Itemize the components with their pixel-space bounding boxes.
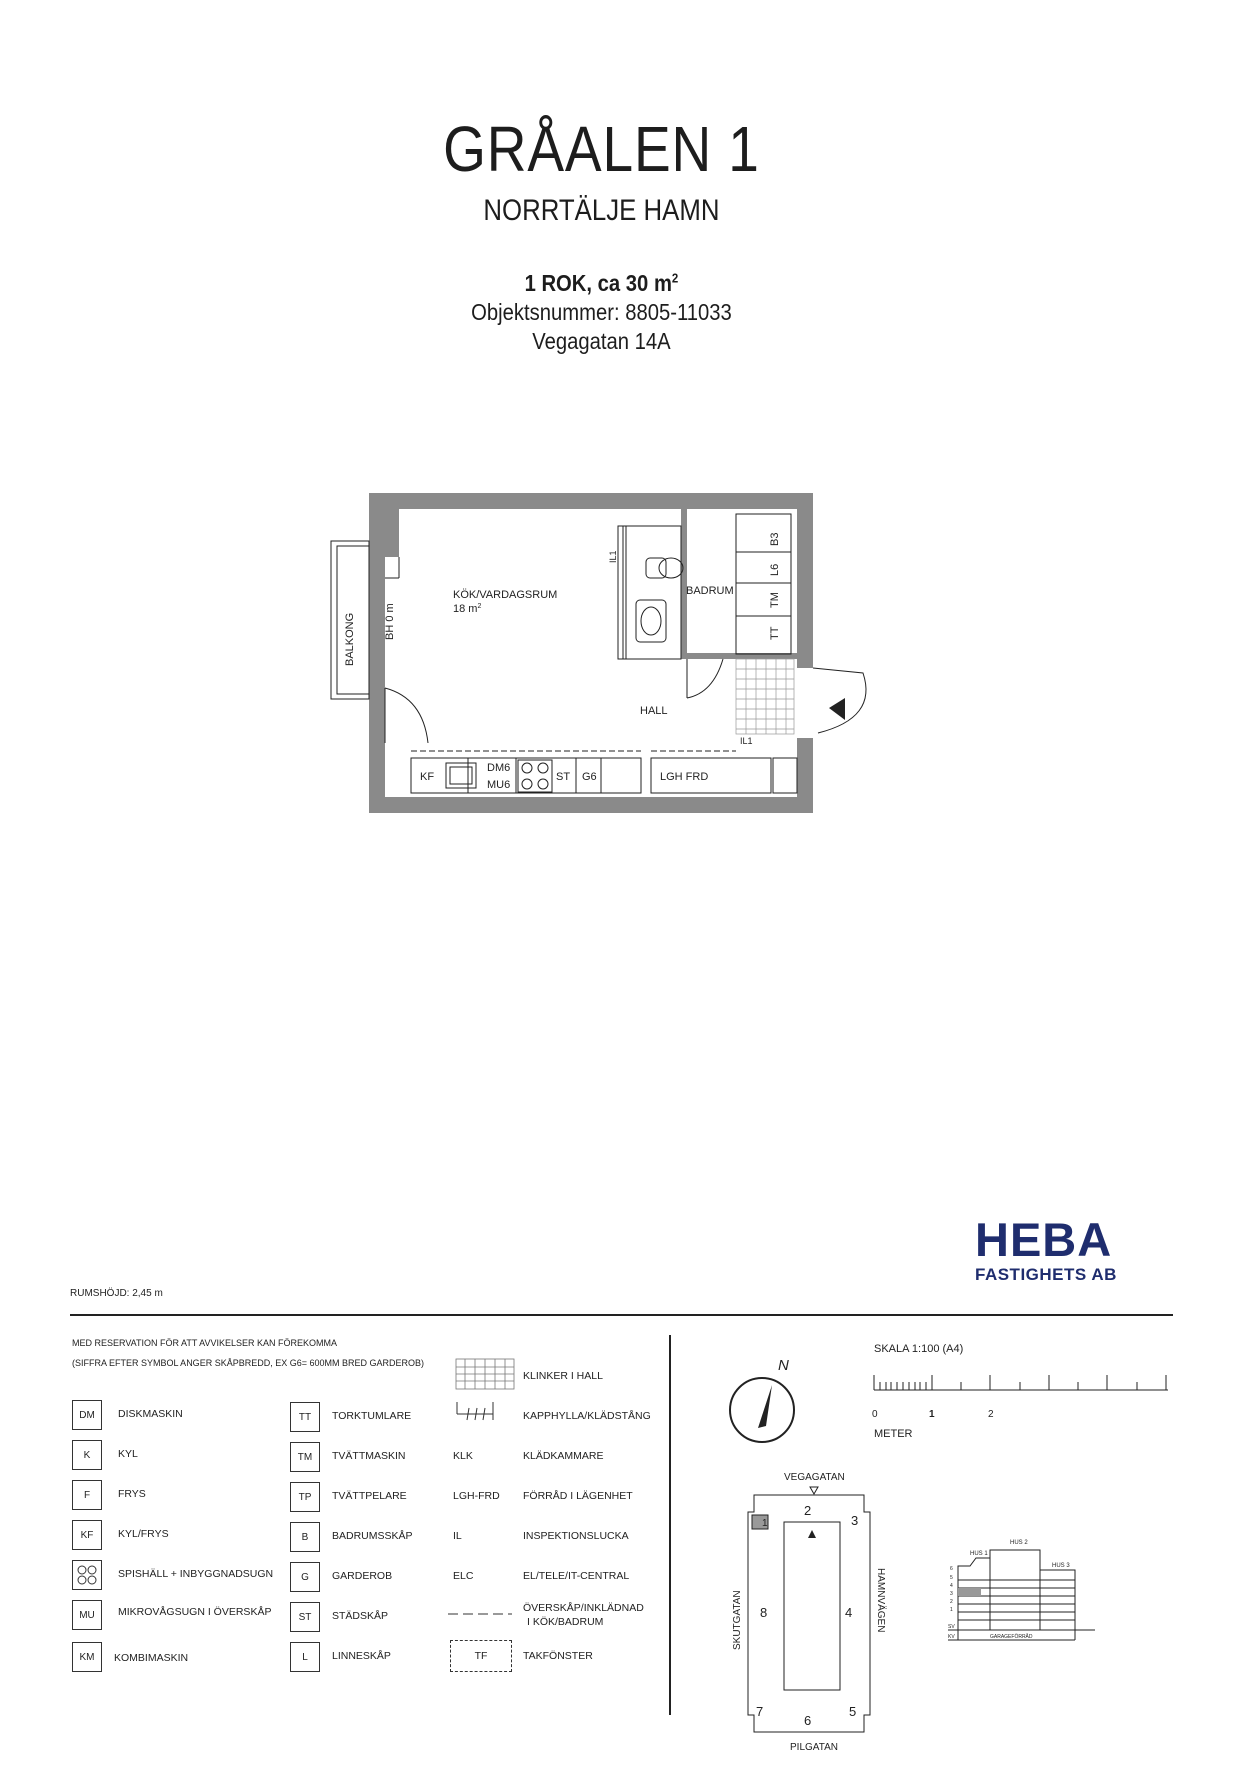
- section-floor-6: 6: [950, 1566, 953, 1572]
- legend-label-tm: TVÄTTMASKIN: [332, 1450, 406, 1462]
- legend-code-tp: TP: [290, 1482, 320, 1512]
- site-plan: [732, 1472, 887, 1750]
- legend-label-mu: MIKROVÅGSUGN I ÖVERSKÅP: [118, 1606, 272, 1618]
- legend-code-k: K: [72, 1440, 102, 1470]
- legend-code-mu: MU: [72, 1600, 102, 1630]
- appliance-tt: TT: [769, 626, 781, 640]
- legend-label-tt: TORKTUMLARE: [332, 1410, 412, 1422]
- site-block-5: 5: [849, 1704, 857, 1719]
- cabinet-g6: G6: [582, 771, 597, 783]
- cabinet-st: ST: [556, 771, 571, 783]
- legend-label-g: GARDEROB: [332, 1570, 393, 1582]
- object-number: Objektsnummer: 8805-11033: [471, 299, 732, 325]
- legend-code-il: IL: [453, 1530, 462, 1542]
- legend-code-tf: TF: [474, 1650, 488, 1662]
- legend-label-stove: SPISHÄLL + INBYGGNADSUGN: [118, 1568, 274, 1580]
- street-bottom: PILGATAN: [790, 1742, 838, 1750]
- legend-label-km: KOMBIMASKIN: [114, 1652, 189, 1664]
- legend-label-klk: KLÄDKAMMARE: [523, 1450, 604, 1462]
- apartment-size-text: 1 ROK, ca 30 m: [524, 270, 672, 296]
- legend-label-tp: TVÄTTPELARE: [332, 1490, 407, 1502]
- section-house-3: HUS 3: [1052, 1563, 1070, 1569]
- section-diagram: [948, 1540, 1095, 1640]
- section-floor-2: 2: [950, 1599, 953, 1605]
- legend-code-b: B: [290, 1522, 320, 1552]
- parapet-label: BH 0 m: [384, 603, 396, 640]
- storage-lgh-frd: LGH FRD: [660, 771, 709, 783]
- il1-label-b: IL1: [740, 736, 753, 746]
- map-panel: [700, 1330, 1170, 1750]
- section-floor-4: 4: [950, 1583, 953, 1589]
- floor-plan: [318, 488, 878, 818]
- tile-grid-icon: [455, 1358, 515, 1390]
- legend-label-il: INSPEKTIONSLUCKA: [523, 1530, 629, 1542]
- cabinet-l6: L6: [769, 563, 781, 576]
- section-floor-1: 1: [950, 1607, 953, 1613]
- legend-label-k: KYL: [118, 1448, 138, 1460]
- legend-label-tf: TAKFÖNSTER: [523, 1650, 593, 1662]
- room-label-bathroom: BADRUM: [686, 585, 734, 597]
- site-block-2: 2: [804, 1503, 812, 1518]
- skylight-icon: [450, 1640, 512, 1672]
- heba-logo-sub: FASTIGHETS AB: [975, 1265, 1117, 1284]
- site-block-6: 6: [804, 1713, 812, 1728]
- legend-code-elc: ELC: [453, 1570, 474, 1582]
- legend-code-l: L: [290, 1642, 320, 1672]
- site-block-3: 3: [851, 1513, 859, 1528]
- section-house-2: HUS 2: [1010, 1540, 1028, 1546]
- divider-horizontal: [70, 1314, 1173, 1316]
- legend-label-tiles: KLINKER I HALL: [523, 1370, 603, 1382]
- walls: [369, 493, 813, 813]
- reservation-note: MED RESERVATION FÖR ATT AVVIKELSER KAN FÖREKOMMA: [72, 1338, 338, 1348]
- legend-label-overhead-2: I KÖK/BADRUM: [527, 1616, 604, 1628]
- section-garage: GARAGEFÖRRÅD: [990, 1634, 1033, 1640]
- appliance-kf: KF: [420, 771, 435, 783]
- room-label-living: KÖK/VARDAGSRUM: [453, 589, 558, 601]
- legend-code-st: ST: [290, 1602, 320, 1632]
- scale-tick-1: 1: [929, 1409, 935, 1420]
- legend-code-km: KM: [72, 1642, 102, 1672]
- site-block-8: 8: [760, 1605, 768, 1620]
- stove-icon: [72, 1560, 102, 1590]
- legend-label-dm: DISKMASKIN: [118, 1408, 183, 1420]
- site-block-1: 1: [762, 1518, 768, 1529]
- appliance-dm6: DM6: [487, 762, 511, 774]
- room-area-living: 18 $m^2$: [453, 603, 482, 615]
- room-height: RUMSHÖJD: 2,45 m: [70, 1288, 163, 1299]
- appliance-mu6: MU6: [487, 779, 511, 791]
- dashed-line-icon: [448, 1610, 512, 1618]
- legend-label-l: LINNESKÅP: [332, 1650, 391, 1662]
- heba-logo-name: HEBA: [975, 1213, 1113, 1266]
- room-label-hall: HALL: [640, 705, 668, 717]
- legend-code-lgh-frd: LGH-FRD: [453, 1490, 500, 1502]
- scale-tick-0: 0: [872, 1409, 878, 1420]
- il1-label-a: IL1: [608, 550, 618, 563]
- heba-logo: [975, 1215, 1137, 1285]
- legend-label-f: FRYS: [118, 1488, 146, 1500]
- page-title: GRÅALEN 1: [443, 113, 760, 185]
- appliance-tm: TM: [769, 592, 781, 608]
- coat-rack-icon: [455, 1400, 495, 1422]
- section-floor-sv: SV: [948, 1624, 955, 1630]
- compass-icon: [730, 1357, 794, 1442]
- street-left: SKUTGATAN: [732, 1590, 743, 1650]
- divider-vertical: [669, 1335, 671, 1715]
- legend-label-coat-rack: KAPPHYLLA/KLÄDSTÅNG: [523, 1410, 651, 1422]
- apartment-size: [72, 270, 1131, 297]
- site-block-4: 4: [845, 1605, 853, 1620]
- entrance-arrow-icon: [829, 698, 845, 720]
- room-label-balcony: BALKONG: [344, 612, 356, 666]
- section-house-1: HUS 1: [970, 1551, 988, 1557]
- scale-unit: METER: [874, 1428, 913, 1440]
- legend-code-f: F: [72, 1480, 102, 1510]
- legend-label-b: BADRUMSSKÅP: [332, 1530, 413, 1542]
- legend-label-overhead: ÖVERSKÅP/INKLÄDNAD: [523, 1602, 644, 1614]
- legend-code-g: G: [290, 1562, 320, 1592]
- scale-label: SKALA 1:100 (A4): [874, 1343, 964, 1355]
- legend-code-tm: TM: [290, 1442, 320, 1472]
- cabinet-width-note: (SIFFRA EFTER SYMBOL ANGER SKÅPBREDD, EX G6= 600MM BRED GARDEROB): [72, 1358, 424, 1368]
- hall-tiles: [736, 659, 794, 734]
- address: Vegagatan 14A: [532, 328, 671, 354]
- legend-code-klk: KLK: [453, 1450, 473, 1462]
- street-top: VEGAGATAN: [784, 1472, 845, 1483]
- page-subtitle: NORRTÄLJE HAMN: [483, 194, 720, 227]
- apartment-size-sup: 2: [671, 270, 679, 286]
- section-floor-kv: KV: [948, 1634, 955, 1640]
- legend-code-kf: KF: [72, 1520, 102, 1550]
- legend-label-lgh-frd: FÖRRÅD I LÄGENHET: [523, 1490, 633, 1502]
- compass-north: N: [778, 1357, 789, 1374]
- legend-code-dm: DM: [72, 1400, 102, 1430]
- legend-label-st: STÄDSKÅP: [332, 1610, 389, 1622]
- legend-label-kf: KYL/FRYS: [118, 1528, 169, 1540]
- street-right: HAMNVÄGEN: [875, 1568, 886, 1633]
- section-floor-3: 3: [950, 1591, 953, 1597]
- scale-tick-2: 2: [988, 1409, 994, 1420]
- cabinet-b3: B3: [769, 532, 781, 546]
- legend-code-tt: TT: [290, 1402, 320, 1432]
- section-floor-5: 5: [950, 1575, 953, 1581]
- site-block-7: 7: [756, 1704, 764, 1719]
- scale-bar: [874, 1375, 1168, 1390]
- legend-label-elc: EL/TELE/IT-CENTRAL: [523, 1570, 630, 1582]
